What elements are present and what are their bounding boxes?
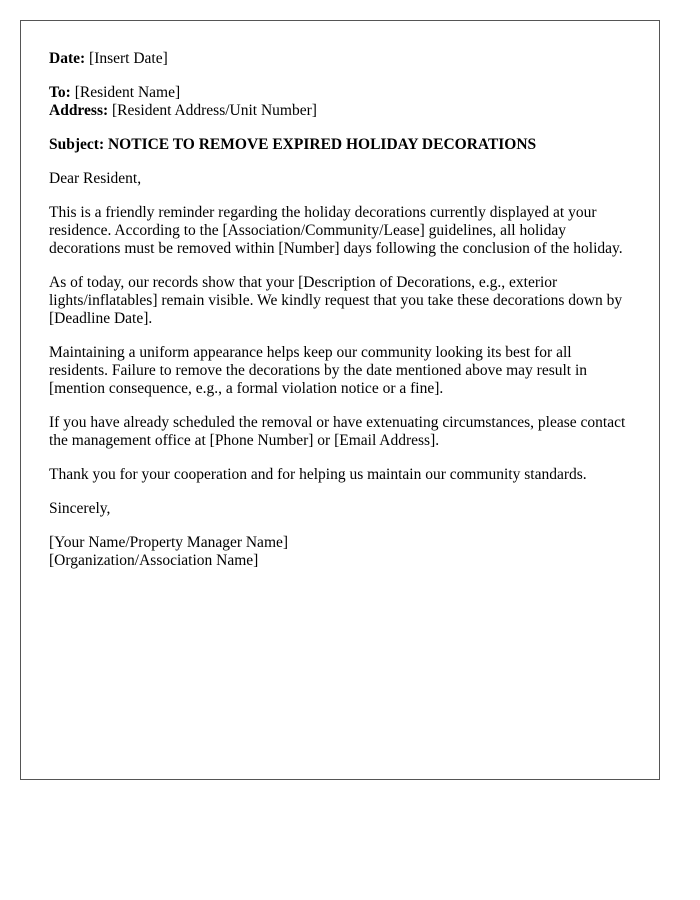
body-paragraph-4: If you have already scheduled the removal or have extenuating circumstances, please contact the management office at [Phone Number] or [Email Address]. xyxy=(49,414,626,449)
closing: Sincerely, xyxy=(49,500,111,517)
subject-line xyxy=(49,136,631,154)
subject-value: NOTICE TO REMOVE EXPIRED HOLIDAY DECORATIONS xyxy=(107,136,537,153)
to-value: [Resident Name] xyxy=(74,84,181,101)
signature-org: [Organization/Association Name] xyxy=(49,552,259,569)
signature-block xyxy=(49,534,631,570)
date-value: [Insert Date] xyxy=(89,50,168,67)
body-paragraph-1: This is a friendly reminder regarding the holiday decorations currently displayed at your residence. According to the [Association/Community/Lease] guidelines, all holiday decorations must be removed within [Number] days following the conclusion of the holiday. xyxy=(49,204,623,257)
salutation: Dear Resident, xyxy=(49,170,142,187)
address-value: [Resident Address/Unit Number] xyxy=(112,102,317,119)
recipient-block xyxy=(49,84,631,120)
signature-name: [Your Name/Property Manager Name] xyxy=(49,534,289,551)
address-label: Address: xyxy=(49,102,109,119)
letter-page xyxy=(20,20,660,780)
body-paragraph-5: Thank you for your cooperation and for helping us maintain our community standards. xyxy=(49,466,587,483)
date-label: Date: xyxy=(49,50,86,67)
date-line xyxy=(49,50,631,68)
body-paragraph-2: As of today, our records show that your [Description of Decorations, e.g., exterior lights/inflatables] remain visible. We kindly request that you take these decorations down by [Deadline Date]. xyxy=(49,274,623,327)
to-label: To: xyxy=(49,84,71,101)
subject-label: Subject: xyxy=(49,136,105,153)
body-paragraph-3: Maintaining a uniform appearance helps keep our community looking its best for all residents. Failure to remove the decorations by the date mentioned above may result in [mention consequence, e.g., a formal violation notice or a fine]. xyxy=(49,344,588,397)
